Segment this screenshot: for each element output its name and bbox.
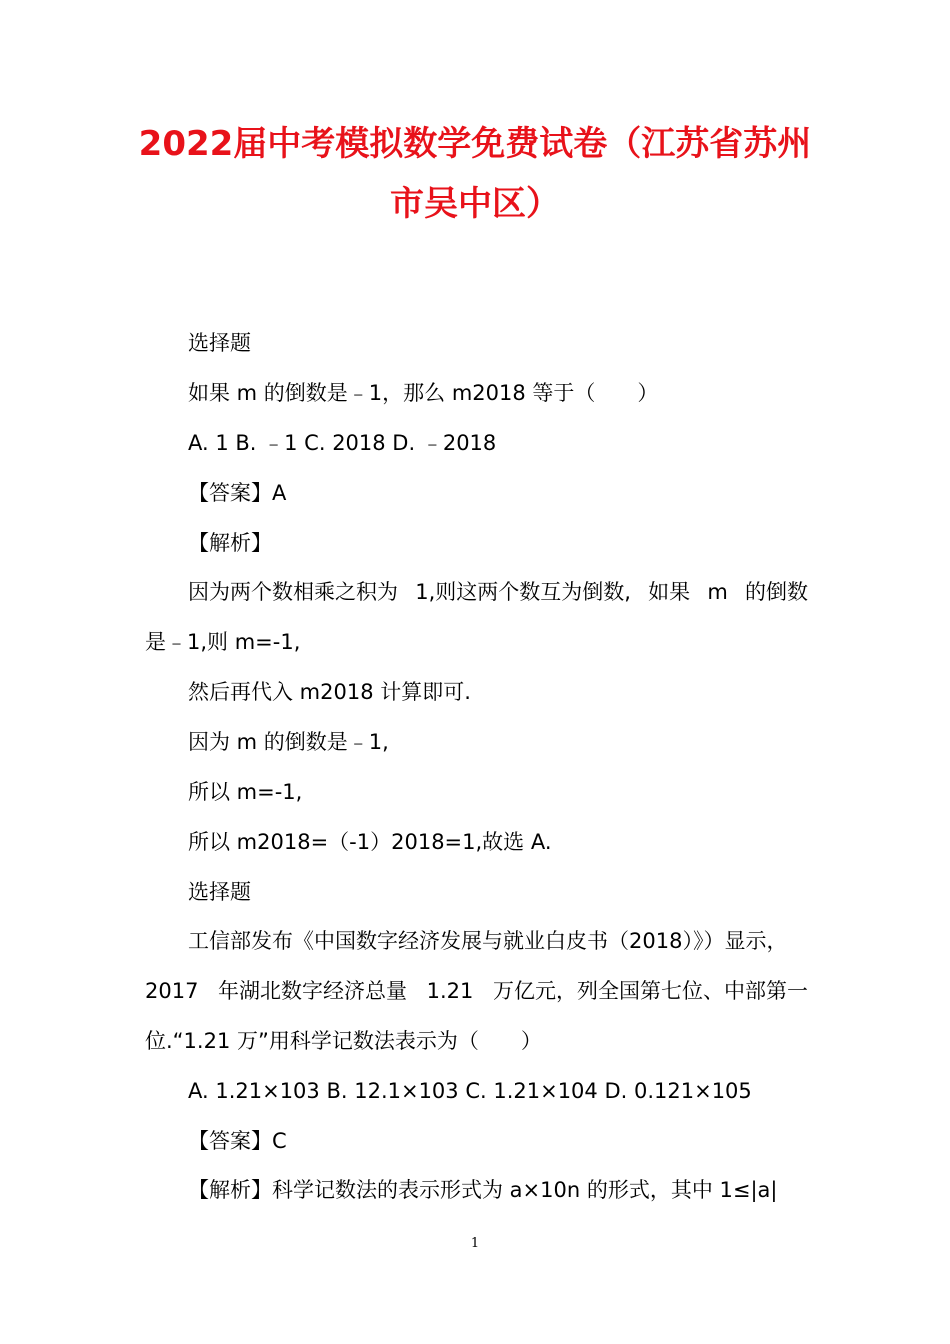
q1-analysis-line-4: 因为 m 的倒数是﹣1,: [188, 730, 389, 754]
q2-stem-line-3: 位.“1.21 万”用科学记数法表示为（ ）: [145, 1029, 542, 1053]
q1-analysis-line-6: 所以 m2018=（-1）2018=1,故选 A.: [188, 830, 552, 854]
q2-stem-line-2-part: 年湖北数字经济总量: [218, 979, 408, 1003]
q2-options: A. 1.21×103 B. 12.1×103 C. 1.21×104 D. 0.121×105: [188, 1079, 752, 1103]
document-title-line-2: 市吴中区）: [390, 184, 560, 224]
page-number: 1: [470, 1236, 480, 1251]
q2-analysis-line-1: 【解析】科学记数法的表示形式为 a×10n 的形式，其中 1≤|a|: [188, 1178, 778, 1202]
q2-type: 选择题: [188, 880, 251, 904]
q2-stem-line-2-part: 万亿元，列全国第七位、中部第一: [493, 979, 808, 1003]
q1-analysis-line-1-part: 的倒数: [745, 580, 808, 604]
q1-analysis-line-3: 然后再代入 m2018 计算即可.: [188, 680, 471, 704]
q2-stem-line-2-part: 2017: [145, 979, 199, 1003]
document-title-line-1: 2022届中考模拟数学免费试卷（江苏省苏州: [138, 124, 812, 164]
q1-options: A. 1 B. ﹣1 C. 2018 D. ﹣2018: [188, 431, 497, 455]
q1-analysis-line-1-part: m: [707, 580, 728, 604]
q1-analysis-line-2: 是﹣1,则 m=-1,: [145, 630, 301, 654]
q1-analysis-line-1: [188, 578, 808, 606]
q2-stem-line-2-part: 1.21: [426, 979, 474, 1003]
q1-analysis-line-1-part: 如果: [648, 580, 691, 604]
q2-stem-line-2: [145, 977, 808, 1005]
q1-analysis-line-1-part: 1,则这两个数互为倒数,: [415, 580, 631, 604]
q1-analysis-line-5: 所以 m=-1,: [188, 780, 303, 804]
q1-answer: 【答案】A: [188, 481, 287, 505]
q1-type: 选择题: [188, 331, 251, 355]
q1-analysis-line-1-part: 因为两个数相乘之积为: [188, 580, 398, 604]
q2-stem-line-1: 工信部发布《中国数字经济发展与就业白皮书（2018）》）显示，: [188, 929, 788, 953]
q1-stem: 如果 m 的倒数是﹣1，那么 m2018 等于（ ）: [188, 381, 659, 405]
q2-answer: 【答案】C: [188, 1129, 287, 1153]
q1-analysis-label: 【解析】: [188, 531, 272, 555]
